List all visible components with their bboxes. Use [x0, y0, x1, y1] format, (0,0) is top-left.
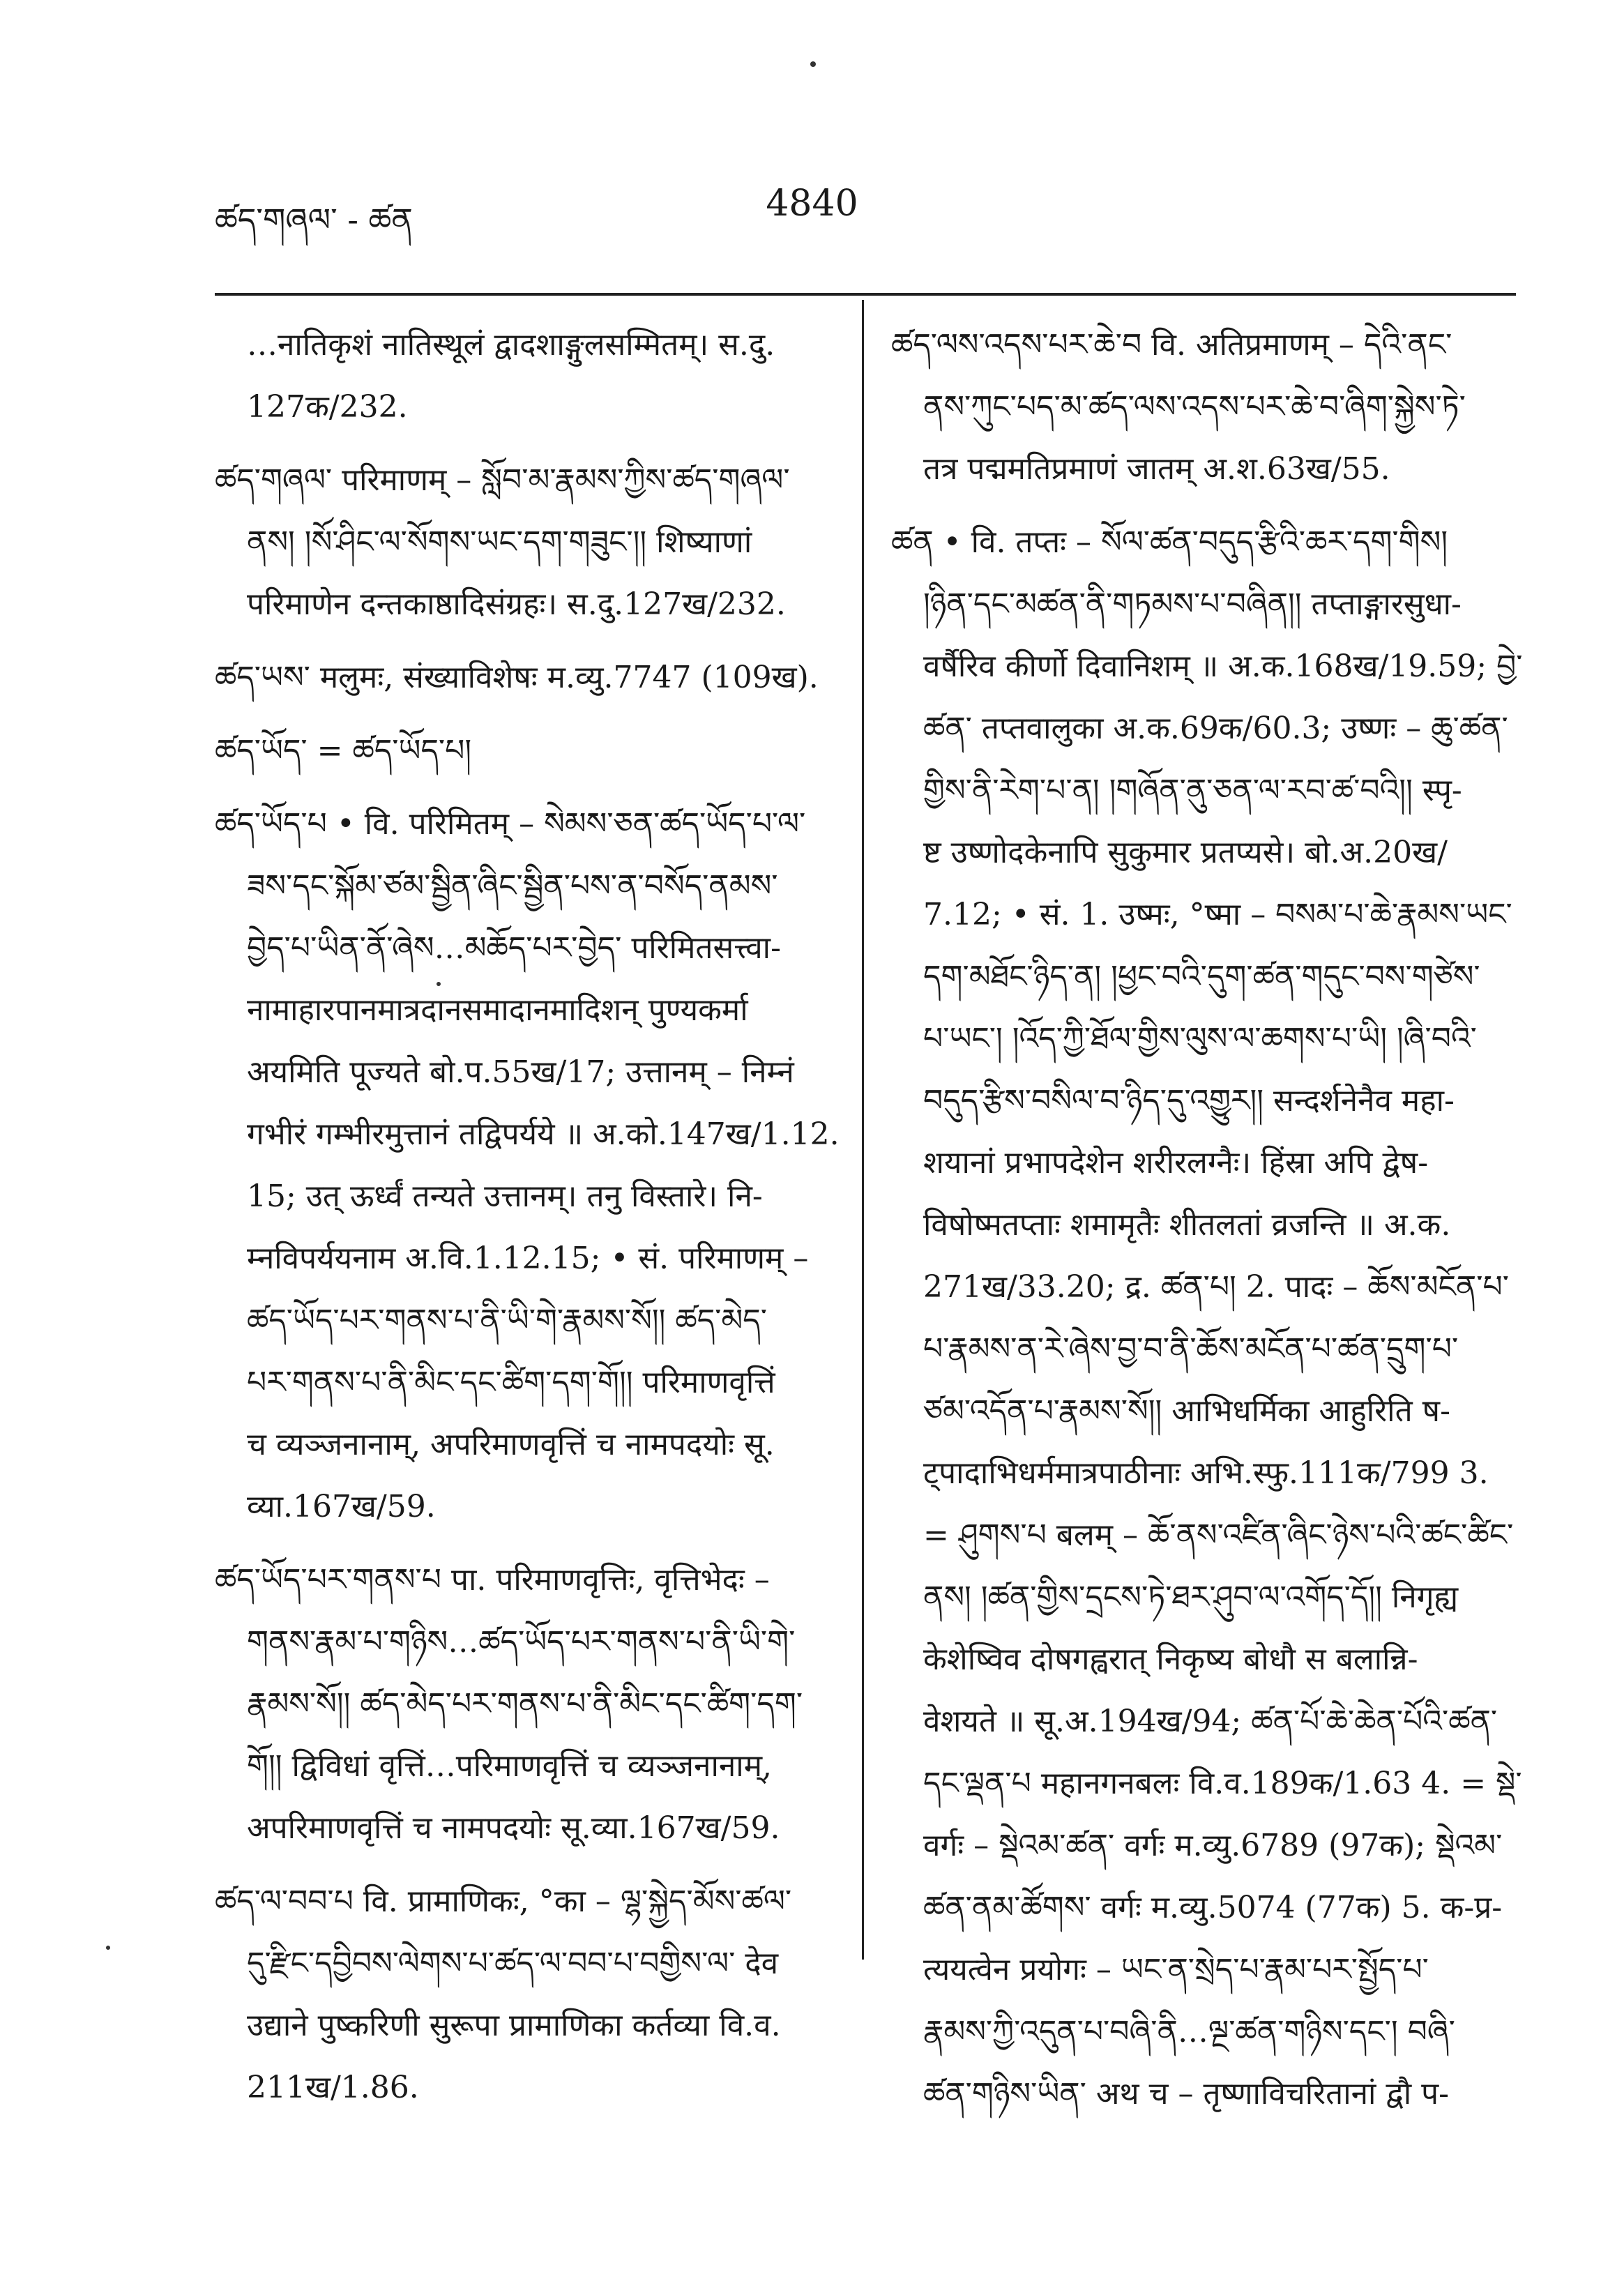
right-column [891, 314, 1523, 2136]
entry-line: རྣམས་སོ།། ཚད་མེད་པར་གནས་པ་ནི་མིང་དང་ཚིག་དག་ [247, 1686, 803, 1722]
entry-line: ཚད་ཡོད་པར་གནས་པ་ནི་ཡི་གེ་རྣམས་སོ།། ཚད་མེད་ [247, 1303, 768, 1338]
entry-line: ཚན་གཉིས་ཡིན་ अथ च – तृष्णाविचरितानां द्वौ प- [923, 2076, 1449, 2112]
entry-line: म्नविपर्ययनाम अ.वि.1.12.15; • सं. परिमाणम् – [247, 1241, 809, 1276]
entry-line: 271ख/33.20; द्र. ཚན་པ། 2. पादः – ཆོས་མངོན་པ་ [923, 1269, 1509, 1305]
entry-headline: ཚད་ཡོད་པར་གནས་པ पा. परिमाणवृत्तिः, वृत्तिभेदः – [215, 1562, 770, 1598]
speck-mark [810, 61, 816, 67]
entry-line: རྣམས་ཀྱི་འདུན་པ་བཞི་ནི…ལྔ་ཚན་གཉིས་དང་། བཞི་ [923, 2014, 1455, 2050]
header-rule [215, 293, 1516, 296]
dictionary-entry [891, 314, 1516, 500]
dictionary-entry [215, 793, 840, 1538]
entry-line: अयमिति पूज्यते बो.प.55ख/17; उत्तानम् – निम्नं [247, 1054, 794, 1090]
page-number: 4840 [766, 183, 858, 225]
entry-line: शयानां प्रभापदेशेन शरीरलग्नैः। हिंस्रा अपि द्वेष- [923, 1145, 1429, 1181]
entry-line: उद्याने पुष्करिणी सुरूपा प्रामाणिका कर्तव्या वि.व. [247, 2008, 781, 2043]
entry-line: वेशयते ॥ सू.अ.194ख/94; ཚན་པོ་ཆེ་ཆེན་པོའི་ཚན་ [923, 1704, 1498, 1739]
entry-headline: ཚད་ལ་བབ་པ वि. प्रामाणिकः, °का – ལྷ་སྐྱེད་མོས་ཚལ་ [215, 1884, 792, 1919]
dictionary-entry [215, 720, 828, 782]
dictionary-entry [215, 1870, 828, 2119]
entry-line: པར་གནས་པ་ནི་མིང་དང་ཚིག་དག་གོ།། परिमाणवृत्तिं [247, 1365, 775, 1400]
entry-line: ट्पादाभिधर्ममात्रपाठीनाः अभि.स्फु.111क/799 3. [923, 1455, 1489, 1491]
entry-line: ཚན་ तप्तवालुका अ.क.69क/60.3; उष्णः – ཆུ་ཚན་ [923, 711, 1508, 746]
entry-line: परिमाणेन दन्तकाष्ठादिसंग्रहः। स.दु.127ख/232. [247, 586, 786, 622]
dictionary-entry [891, 511, 1523, 2125]
entry-line: ནས། །ཚན་གྱིས་དྲངས་ཏེ་ཐར་ཤུབ་ལ་འགོད་དོ།། निगृह्य [923, 1579, 1459, 1615]
entry-line: केशेष्विव दोषगह्वरात् निकृष्य बोधौ स बलान्नि- [923, 1642, 1418, 1677]
entry-line: གོ།། द्विविधां वृत्तिं…परिमाणवृत्तिं च व्यञ्जनानाम्, [247, 1748, 772, 1784]
entry-line: तत्र पद्ममतिप्रमाणं जातम् अ.श.63ख/55. [923, 451, 1390, 487]
entry-line: वर्गः – སྡེའམ་ཚན་ वर्गः म.व्यु.6789 (97क); སྡེའམ་ [923, 1828, 1503, 1863]
entry-headline: ཚད་ཡོད་ = ཚད་ཡོད་པ། [215, 733, 472, 768]
running-head: ཚད་གཞལ་ - ཚན [215, 201, 413, 238]
entry-line: གྱིས་ནི་རེག་པ་ན། །གཞོན་ནུ་ཅན་ལ་རབ་ཚ་བའི།། स्पृ- [923, 773, 1462, 808]
entry-headline: ཚད་གཞལ་ परिमाणम् – སློབ་མ་རྣམས་ཀྱིས་ཚད་གཞལ་ [215, 462, 790, 498]
entry-headline: …नातिकृशं नातिस्थूलं द्वादशाङ्गुलसम्मितम्। स.दु. [247, 327, 775, 363]
dictionary-entry [215, 1549, 828, 1859]
entry-line: च व्यञ्जनानाम्, अपरिमाणवृत्तिं च नामपदयोः सू. [247, 1427, 775, 1462]
entry-headline: ཚན • वि. तप्तः – སོལ་ཚན་བདུད་རྩིའི་ཆར་དག་གིས། [891, 524, 1448, 560]
entry-line: ནས། །སོ་ཤིང་ལ་སོགས་ཡང་དག་གཟུང་།། शिष्याणां [247, 524, 752, 560]
dictionary-entry [215, 314, 828, 438]
entry-line: པ་རྣམས་ན་རེ་ཞེས་བྱ་བ་ནི་ཆོས་མངོན་པ་ཚན་དྲུག་པ་ [923, 1331, 1459, 1367]
speck-mark [106, 1946, 110, 1950]
dictionary-entry [215, 646, 828, 709]
entry-line: ཟས་དང་སྐོམ་ཙམ་སྦྱིན་ཞིང་སྦྱིན་པས་ན་བསོད་ནམས་ [247, 868, 778, 904]
entry-line: अपरिमाणवृत्तिं च नामपदयोः सू.व्या.167ख/59. [247, 1810, 780, 1846]
entry-headline: ཚད་ཡས་ मलुमः, संख्याविशेषः म.व्यु.7747 (109ख). [215, 660, 819, 695]
entry-line: गभीरं गम्भीरमुत्तानं तद्विपर्यये ॥ अ.को.147ख/1.12. [247, 1116, 840, 1152]
dictionary-entry [215, 449, 828, 635]
entry-line: 15; उत् ऊर्ध्वं तन्यते उत्तानम्। तनु विस्तारे। नि- [247, 1179, 763, 1214]
entry-line: 7.12; • सं. 1. उष्मः, °ष्मा – བསམ་པ་ཆེ་རྣམས་ཡང་ [923, 897, 1512, 932]
entry-headline: ཚད་ལས་འདས་པར་ཆེ་བ वि. अतिप्रमाणम् – དེའི་ནང་ [891, 327, 1452, 363]
entry-line: དག་མཐོང་ཉིད་ན། །ཕྱང་བའི་དུག་ཚན་གདུང་བས་གཙེས་ [923, 959, 1480, 994]
entry-line: त्ययत्वेन प्रयोगः – ཡང་ན་སྲེད་པ་རྣམ་པར་སྤྱོད་པ་ [923, 1952, 1429, 1987]
entry-line: དུ་རྫིང་དབྱིབས་ལེགས་པ་ཚད་ལ་བབ་པ་བགྱིས་ལ་ देव [247, 1946, 779, 1981]
entry-line: བྱེད་པ་ཡིན་ནོ་ཞེས…མཆོད་པར་བྱེད་ परिमितसत्त्वा- [247, 930, 781, 966]
entry-line: ཚན་ནམ་ཚོགས་ वर्गः म.व्यु.5074 (77क) 5. क-प्र- [923, 1890, 1503, 1925]
entry-headline: ཚད་ཡོད་པ • वि. परिमितम् – སེམས་ཅན་ཚད་ཡོད་པ་ལ་ [215, 806, 806, 842]
entry-line: དང་ལྡན་པ महानगनबलः वि.व.189क/1.63 4. = སྡེ་ [923, 1766, 1522, 1801]
column-divider [862, 300, 864, 1960]
entry-line: विषोष्मतप्ताः शमामृतैः शीतलतां व्रजन्ति ॥ अ.क. [923, 1207, 1451, 1243]
entry-line: ष्ट उष्णोदकेनापि सुकुमार प्रतप्यसे। बो.अ.20ख/ [923, 835, 1448, 870]
entry-line: ཙམ་འདོན་པ་རྣམས་སོ།། आभिधर्मिका आहुरिति ष- [923, 1393, 1450, 1429]
entry-line: व्या.167ख/59. [247, 1489, 436, 1524]
entry-line: = ཤུགས་པ बलम् – ཆོ་ནས་འཛིན་ཞིང་ཉེས་པའི་ཚང་ཚིང་ [923, 1517, 1514, 1553]
entry-line: པ་ཡང་། །འོད་ཀྱི་ཐོལ་གྱིས་ལུས་ལ་ཆགས་པ་ཡི། །ཞི་བའི་ [923, 1021, 1477, 1056]
entry-line: །ཉིན་དང་མཚན་ནི་གཏམས་པ་བཞིན།། तप्ताङ्गारसुधा- [923, 586, 1462, 622]
entry-line: བདུད་རྩིས་བསིལ་བ་ཉིད་དུ་འགྱུར།། सन्दर्शनेनैव महा- [923, 1083, 1455, 1119]
entry-line: 211ख/1.86. [247, 2070, 419, 2105]
entry-line: ནས་ཀུང་པད་མ་ཚད་ལས་འདས་པར་ཆེ་བ་ཞིག་སྐྱེས་ཏེ་ [923, 389, 1466, 425]
entry-line: 127क/232. [247, 389, 408, 425]
left-column [215, 314, 840, 2130]
entry-line: नामाहारपानमात्रदानसमादानमादिशन् पुण्यकर्मा [247, 992, 748, 1028]
entry-line: གནས་རྣམ་པ་གཉིས…ཚད་ཡོད་པར་གནས་པ་ནི་ཡི་གེ་ [247, 1624, 796, 1660]
entry-line: वर्षैरिव कीर्णो दिवानिशम् ॥ अ.क.168ख/19.59; བྱེ་ [923, 649, 1523, 684]
